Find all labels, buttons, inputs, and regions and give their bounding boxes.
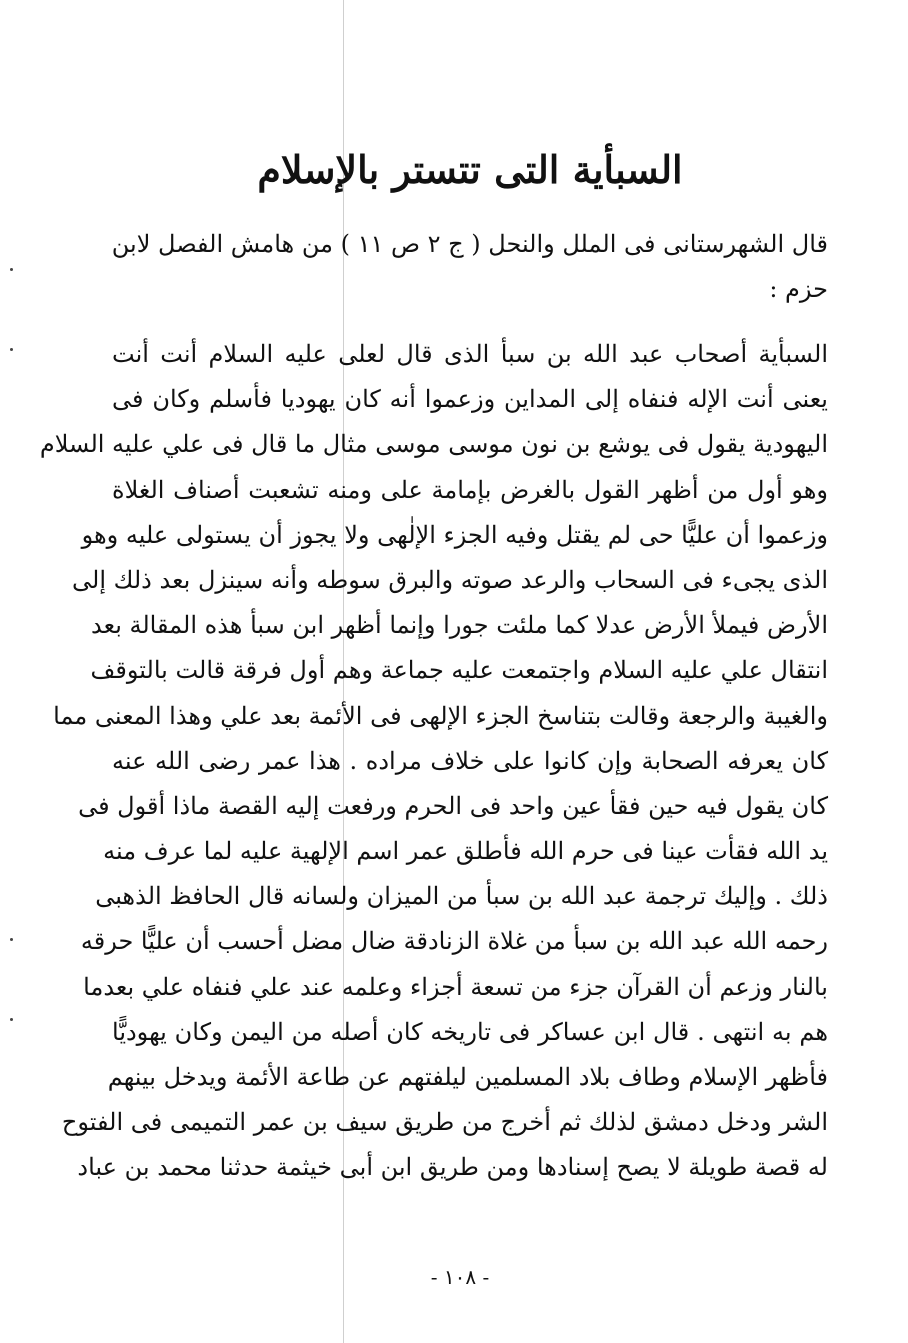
text-line: الشر ودخل دمشق لذلك ثم أخرج من طريق سيف بن عمر التميمى فى الفتوح [61,1108,828,1137]
text-line: حزم : [769,275,828,303]
text-line: بالنار وزعم أن القرآن جزء من تسعة أجزاء وعلمه عند علي فنفاه علي بعدما [83,972,828,1001]
scan-speck [10,268,13,271]
text-line: كان يعرفه الصحابة وإن كانوا على خلاف مراده . هذا عمر رضى الله عنه [112,746,828,775]
text-line: انتقال علي عليه السلام واجتمعت عليه جماعة وهم أول فرقة قالت بالتوقف [90,656,828,685]
text-line: يد الله فقأت عينا فى حرم الله فأطلق عمر اسم الإلهية عليه لما عرف منه [103,837,828,866]
text-line: السبأية أصحاب عبد الله بن سبأ الذى قال لعلى عليه السلام أنت أنت [112,340,828,368]
text-line: وزعموا أن عليًّا حى لم يقتل وفيه الجزء الإلٰهى ولا يجوز أن يستولى عليه وهو [81,520,828,549]
text-line: يعنى أنت الإله فنفاه إلى المداين وزعموا أنه كان يهوديا فأسلم وكان فى [112,385,828,414]
text-line: الأرض فيملأ الأرض عدلا كما ملئت جورا وإنما أظهر ابن سبأ هذه المقالة بعد [91,611,828,640]
text-line: فأظهر الإسلام وطاف بلاد المسلمين ليلفتهم عن طاعة الأئمة ويدخل بينهم [107,1063,828,1091]
text-line: اليهودية يقول فى يوشع بن نون موسى موسى مثال ما قال فى علي عليه السلام [39,430,828,459]
text-line: والغيبة والرجعة وقالت بتناسخ الجزء الإلهى فى الأئمة بعد علي وهذا المعنى مما [53,701,828,730]
text-line: هم به انتهى . قال ابن عساكر فى تاريخه كان أصله من اليمن وكان يهوديًّا [112,1017,828,1046]
text-line: وهو أول من أظهر القول بالغرض بإمامة على ومنه تشعبت أصناف الغلاة [112,475,828,504]
text-line: ذلك . وإليك ترجمة عبد الله بن سبأ من الميزان ولسانه قال الحافظ الذهبى [95,882,828,911]
scan-speck [10,938,13,941]
scan-speck [10,1018,13,1021]
intro-paragraph [112,222,828,312]
text-line: رحمه الله عبد الله بن سبأ من غلاة الزنادقة ضال مضل أحسب أن عليًّا حرقه [80,927,828,956]
body-paragraph [39,332,828,1191]
text-line: له قصة طويلة لا يصح إسنادها ومن طريق ابن أبى خيثمة حدثنا محمد بن عباد [77,1153,828,1182]
text-line: الذى يجىء فى السحاب والرعد صوته والبرق سوطه وأنه سينزل بعد ذلك إلى [72,565,828,594]
page-number: - ١٠٨ - [430,1265,490,1289]
text-line: كان يقول فيه حين فقأ عين واحد فى الحرم ورفعت إليه القصة ماذا أقول فى [78,791,828,820]
text-line: قال الشهرستانى فى الملل والنحل ( ج ٢ ص ١١ ) من هامش الفصل لابن [111,230,828,258]
scan-speck [10,348,13,351]
page-title: السبأية التى تتستر بالإسلام [257,147,683,192]
